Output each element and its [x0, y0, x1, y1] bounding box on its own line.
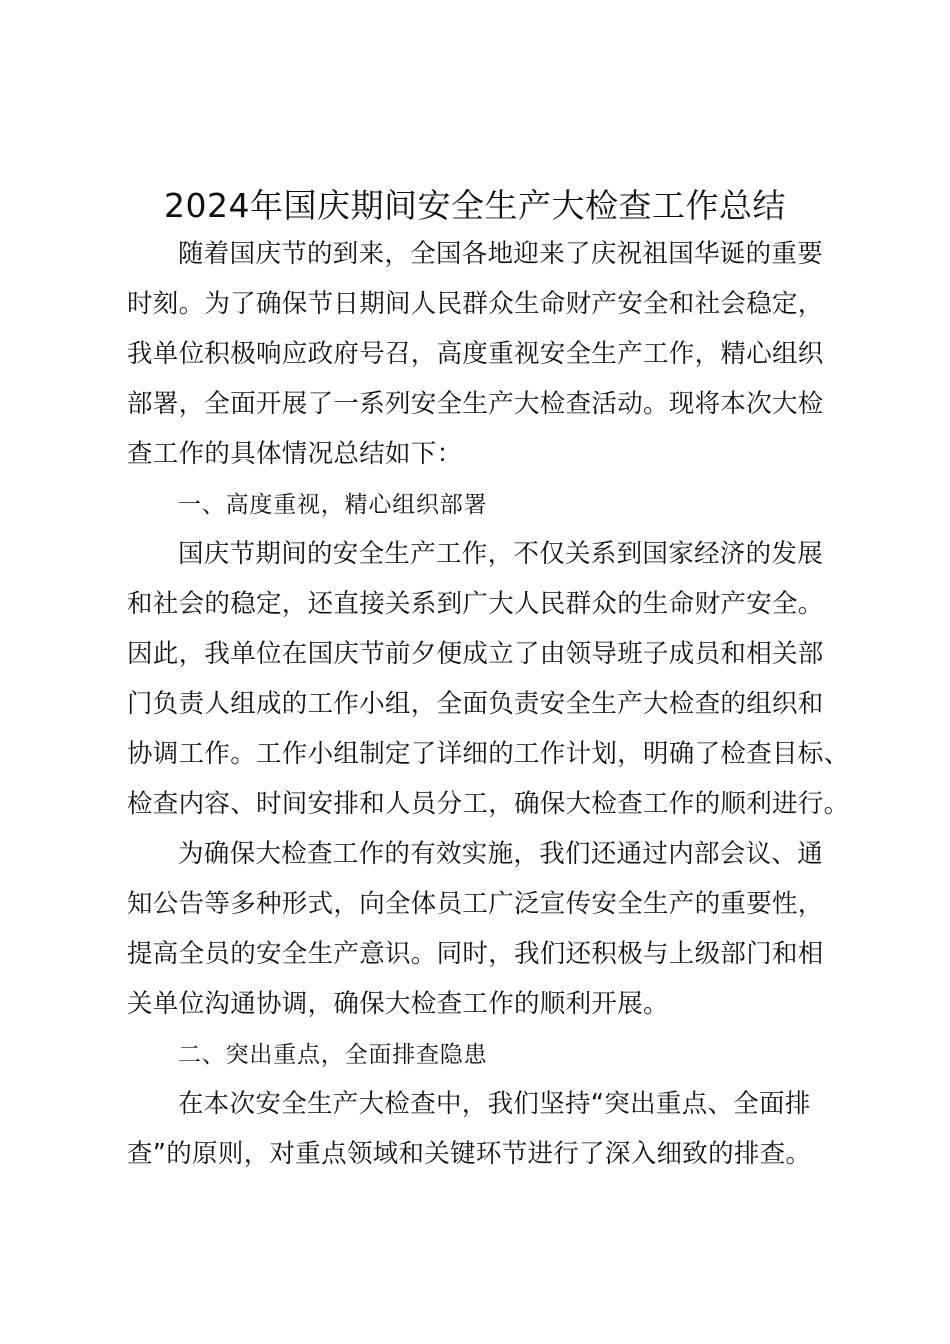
- paragraph-line: 为确保大检查工作的有效实施，我们还通过内部会议、通: [178, 839, 824, 869]
- paragraph-line: 检查内容、时间安排和人员分工，确保大检查工作的顺利进行。: [127, 789, 850, 819]
- paragraph-line: 国庆节期间的安全生产工作，不仅关系到国家经济的发展: [178, 539, 824, 569]
- paragraph-line: 门负责人组成的工作小组，全面负责安全生产大检查的组织和: [127, 689, 824, 719]
- paragraph-line: 部署，全面开展了一系列安全生产大检查活动。现将本次大检: [127, 389, 824, 419]
- paragraph-line: 因此，我单位在国庆节前夕便成立了由领导班子成员和相关部: [127, 639, 824, 669]
- paragraph-line: 知公告等多种形式，向全体员工广泛宣传安全生产的重要性，: [127, 889, 824, 919]
- paragraph-line: 查工作的具体情况总结如下：: [127, 439, 463, 469]
- paragraph-line: 随着国庆节的到来，全国各地迎来了庆祝祖国华诞的重要: [178, 239, 824, 269]
- document-title: 2024年国庆期间安全生产大检查工作总结: [164, 186, 786, 225]
- paragraph-line: 查”的原则，对重点领域和关键环节进行了深入细致的排查。: [127, 1139, 812, 1169]
- paragraph-line: 时刻。为了确保节日期间人民群众生命财产安全和社会稳定，: [127, 289, 824, 319]
- section-heading: 二、突出重点，全面排查隐患: [178, 1042, 488, 1068]
- paragraph-line: 关单位沟通协调，确保大检查工作的顺利开展。: [127, 989, 669, 1019]
- paragraph-line: 和社会的稳定，还直接关系到广大人民群众的生命财产安全。: [127, 589, 824, 619]
- paragraph-line: 在本次安全生产大检查中，我们坚持“突出重点、全面排: [178, 1089, 811, 1119]
- paragraph-line: 我单位积极响应政府号召，高度重视安全生产工作，精心组织: [127, 339, 824, 369]
- paragraph-line: 协调工作。工作小组制定了详细的工作计划，明确了检查目标、: [127, 739, 850, 769]
- section-heading: 一、高度重视，精心组织部署: [178, 492, 488, 518]
- paragraph-line: 提高全员的安全生产意识。同时，我们还积极与上级部门和相: [127, 939, 824, 969]
